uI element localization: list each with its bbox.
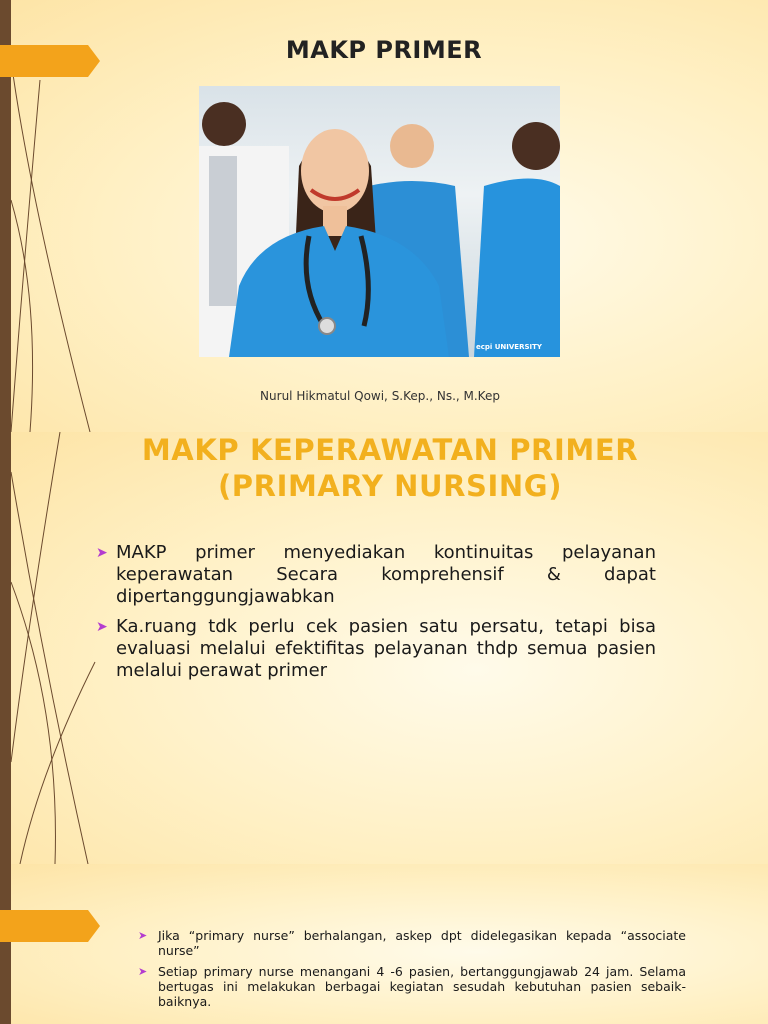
bullet-list (96, 542, 656, 690)
title-line-1: MAKP KEPERAWATAN PRIMER (141, 433, 639, 467)
sidebar-strip (0, 864, 11, 1024)
bullet-arrow-icon: ➤ (138, 929, 148, 942)
bullet-text: Setiap primary nurse menangani 4 -6 pasien, bertanggungjawab 24 jam. Selama bertugas ini melakukan berbagai kegiatan sesudah kebutuhan pasien sebaik-baiknya. (158, 964, 686, 1009)
author-name: Nurul Hikmatul Qowi, S.Kep., Ns., M.Kep (260, 389, 500, 403)
slide-3 (0, 864, 768, 1024)
nurses-photo (199, 86, 560, 357)
photo-watermark: ecpi UNIVERSITY (476, 343, 542, 351)
bullet-arrow-icon: ➤ (96, 545, 108, 561)
bullet-item (138, 928, 686, 958)
bullet-item (96, 542, 656, 608)
bullet-arrow-icon: ➤ (138, 965, 148, 978)
title-tab-marker (0, 910, 100, 942)
bullet-text: MAKP primer menyediakan kontinuitas pelayanan keperawatan Secara komprehensif & dapat dipertanggungjawabkan (116, 542, 656, 607)
bullet-text: Jika “primary nurse” berhalangan, askep dpt didelegasikan kepada “associate nurse” (158, 928, 686, 958)
title-line-2: (PRIMARY NURSING) (217, 469, 563, 503)
bullet-text: Ka.ruang tdk perlu cek pasien satu persatu, tetapi bisa evaluasi melalui efektifitas pelayanan thdp semua pasien melalui perawat primer (116, 616, 656, 681)
decorative-lines (0, 432, 110, 864)
slide-2 (0, 432, 768, 864)
slide-title: MAKP PRIMER (285, 36, 483, 64)
bullet-item (138, 964, 686, 1009)
slide-title (100, 432, 680, 504)
bullet-arrow-icon: ➤ (96, 619, 108, 635)
bullet-list (138, 928, 686, 1015)
bullet-item (96, 616, 656, 682)
slide-1 (0, 0, 768, 432)
